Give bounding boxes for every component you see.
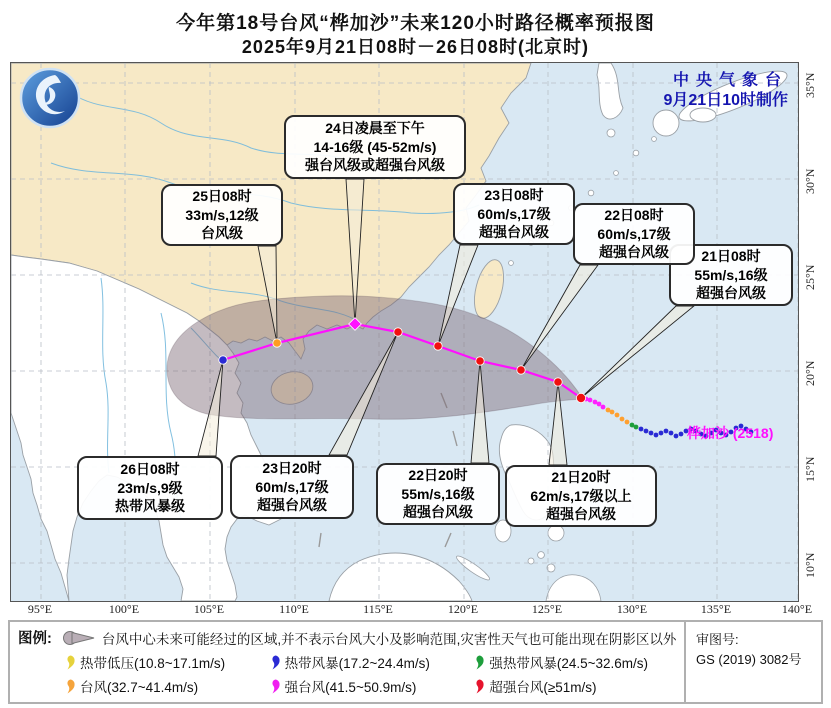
- forecast-callout-c26: [77, 456, 223, 520]
- forecast-callout-c23-08: [453, 183, 575, 245]
- credit-block: [664, 71, 789, 111]
- forecast-point: [554, 378, 562, 386]
- callout-line: 25日08时: [192, 187, 252, 204]
- callout-line: 21日08时: [701, 247, 761, 264]
- lon-tick-label: 140°E: [781, 602, 813, 616]
- callout-line: 24日凌晨至下午: [325, 119, 425, 136]
- lat-tick-label: 20°N: [803, 360, 817, 386]
- callout-line: 60m/s,17级: [477, 205, 551, 222]
- callout-line: 33m/s,12级: [185, 206, 259, 223]
- forecast-point: [394, 328, 402, 336]
- forecast-point: [476, 357, 484, 365]
- legend-panel: [8, 620, 823, 704]
- forecast-callout-c21-20: [505, 465, 657, 527]
- callout-line: 强台风级或超强台风级: [305, 157, 445, 174]
- lon-tick-label: 120°E: [447, 602, 479, 616]
- callout-line: 台风级: [201, 225, 243, 242]
- page-subtitle: 2025年9月21日08时－26日08时(北京时): [241, 37, 590, 57]
- callout-line: 超强台风级: [479, 224, 549, 241]
- approval-label: 审图号:: [696, 632, 739, 647]
- typhoon-symbol-icon: [64, 679, 75, 694]
- callout-line: 超强台风级: [403, 504, 473, 521]
- callout-line: 热带风暴级: [115, 498, 185, 515]
- lat-tick-label: 30°N: [803, 168, 817, 194]
- forecast-point: [517, 366, 525, 374]
- page-title: 今年第18号台风“桦加沙”未来120小时路径概率预报图: [176, 13, 655, 34]
- forecast-callout-c25: [161, 184, 283, 246]
- forecast-point: [219, 356, 227, 364]
- callout-line: 23日20时: [262, 459, 322, 476]
- cma-logo: [19, 67, 81, 129]
- lon-tick-label: 105°E: [193, 602, 225, 616]
- callout-line: 21日20时: [551, 468, 611, 485]
- legend-item-label: 热带低压(10.8~17.1m/s): [80, 656, 226, 671]
- storm-name-label: 桦加沙 (2518): [687, 425, 774, 441]
- legend-item: [269, 652, 474, 672]
- typhoon-symbol-icon: [473, 679, 484, 694]
- typhoon-symbol-icon: [64, 655, 75, 670]
- credit-issued-time: 9月21日10时制作: [663, 92, 788, 109]
- cone-note-text: 台风中心未来可能经过的区域,并不表示台风大小及影响范围,灾害性天气也可能出现在阴影区以外: [101, 631, 677, 647]
- lon-tick-label: 130°E: [616, 602, 648, 616]
- legend-item-label: 超强台风(≥51m/s): [489, 680, 597, 695]
- callout-line: 22日20时: [408, 466, 468, 483]
- callout-line: 55m/s,16级: [401, 485, 475, 502]
- lon-tick-label: 125°E: [531, 602, 563, 616]
- kyushu-island: [653, 110, 679, 136]
- callout-line: 超强台风级: [599, 244, 669, 261]
- cone-legend-icon: [62, 630, 96, 646]
- callout-line: 超强台风级: [696, 285, 766, 302]
- lon-tick-label: 95°E: [27, 602, 53, 616]
- lon-tick-label: 115°E: [363, 602, 393, 616]
- legend-item-label: 台风(32.7~41.4m/s): [80, 680, 199, 695]
- typhoon-symbol-icon: [473, 655, 484, 670]
- forecast-point: [434, 342, 442, 350]
- callout-line: 60m/s,17级: [255, 478, 329, 495]
- legend-item-label: 强台风(41.5~50.9m/s): [284, 680, 417, 695]
- lat-tick-label: 10°N: [803, 552, 817, 578]
- lon-tick-label: 110°E: [279, 602, 309, 616]
- approval-number: GS (2019) 3082号: [696, 651, 802, 667]
- callout-line: 55m/s,16级: [694, 266, 768, 283]
- forecast-callout-c24: [284, 115, 466, 179]
- lat-tick-label: 35°N: [803, 72, 817, 98]
- callout-line: 14-16级 (45-52m/s): [313, 138, 437, 155]
- lon-tick-label: 135°E: [700, 602, 732, 616]
- legend-item: [64, 676, 269, 696]
- callout-line: 60m/s,17级: [597, 225, 671, 242]
- jeju-island: [607, 129, 615, 137]
- callout-line: 超强台风级: [257, 497, 327, 514]
- taiwan-island: [469, 257, 509, 322]
- forecast-point: [273, 339, 281, 347]
- legend-item: [64, 652, 269, 672]
- forecast-callout-c23-20: [230, 455, 354, 519]
- borneo-island: [329, 553, 472, 601]
- typhoon-track-map: [10, 62, 799, 602]
- forecast-point: [576, 393, 585, 402]
- callout-line: 超强台风级: [546, 506, 616, 523]
- typhoon-symbol-icon: [269, 655, 280, 670]
- korea-peninsula: [597, 63, 623, 119]
- forecast-callout-c22-20: [376, 463, 500, 525]
- legend-item-label: 热带风暴(17.2~24.4m/s): [284, 656, 430, 671]
- legend-item: [473, 652, 678, 672]
- legend-intensity-row-2: [64, 676, 678, 696]
- legend-main-box: [8, 620, 686, 704]
- lat-tick-label: 15°N: [803, 456, 817, 482]
- philippine-islands: [454, 520, 601, 601]
- callout-line: 23日08时: [484, 186, 544, 203]
- typhoon-symbol-icon: [269, 679, 280, 694]
- callout-line: 26日08时: [120, 460, 180, 477]
- legend-title: 图例:: [18, 631, 52, 647]
- legend-item: [269, 676, 474, 696]
- legend-intensity-row-1: [64, 652, 678, 672]
- callout-line: 22日08时: [604, 206, 664, 223]
- legend-item: [473, 676, 678, 696]
- callout-line: 23m/s,9级: [117, 479, 183, 496]
- credit-agency: 中央气象台: [672, 72, 788, 89]
- callout-line: 62m/s,17级以上: [530, 487, 632, 504]
- lat-tick-label: 25°N: [803, 264, 817, 290]
- lon-tick-label: 100°E: [108, 602, 140, 616]
- legend-item-label: 强热带风暴(24.5~32.6m/s): [489, 656, 649, 671]
- map-approval-box: [686, 620, 823, 704]
- forecast-callout-c22-08: [573, 203, 695, 265]
